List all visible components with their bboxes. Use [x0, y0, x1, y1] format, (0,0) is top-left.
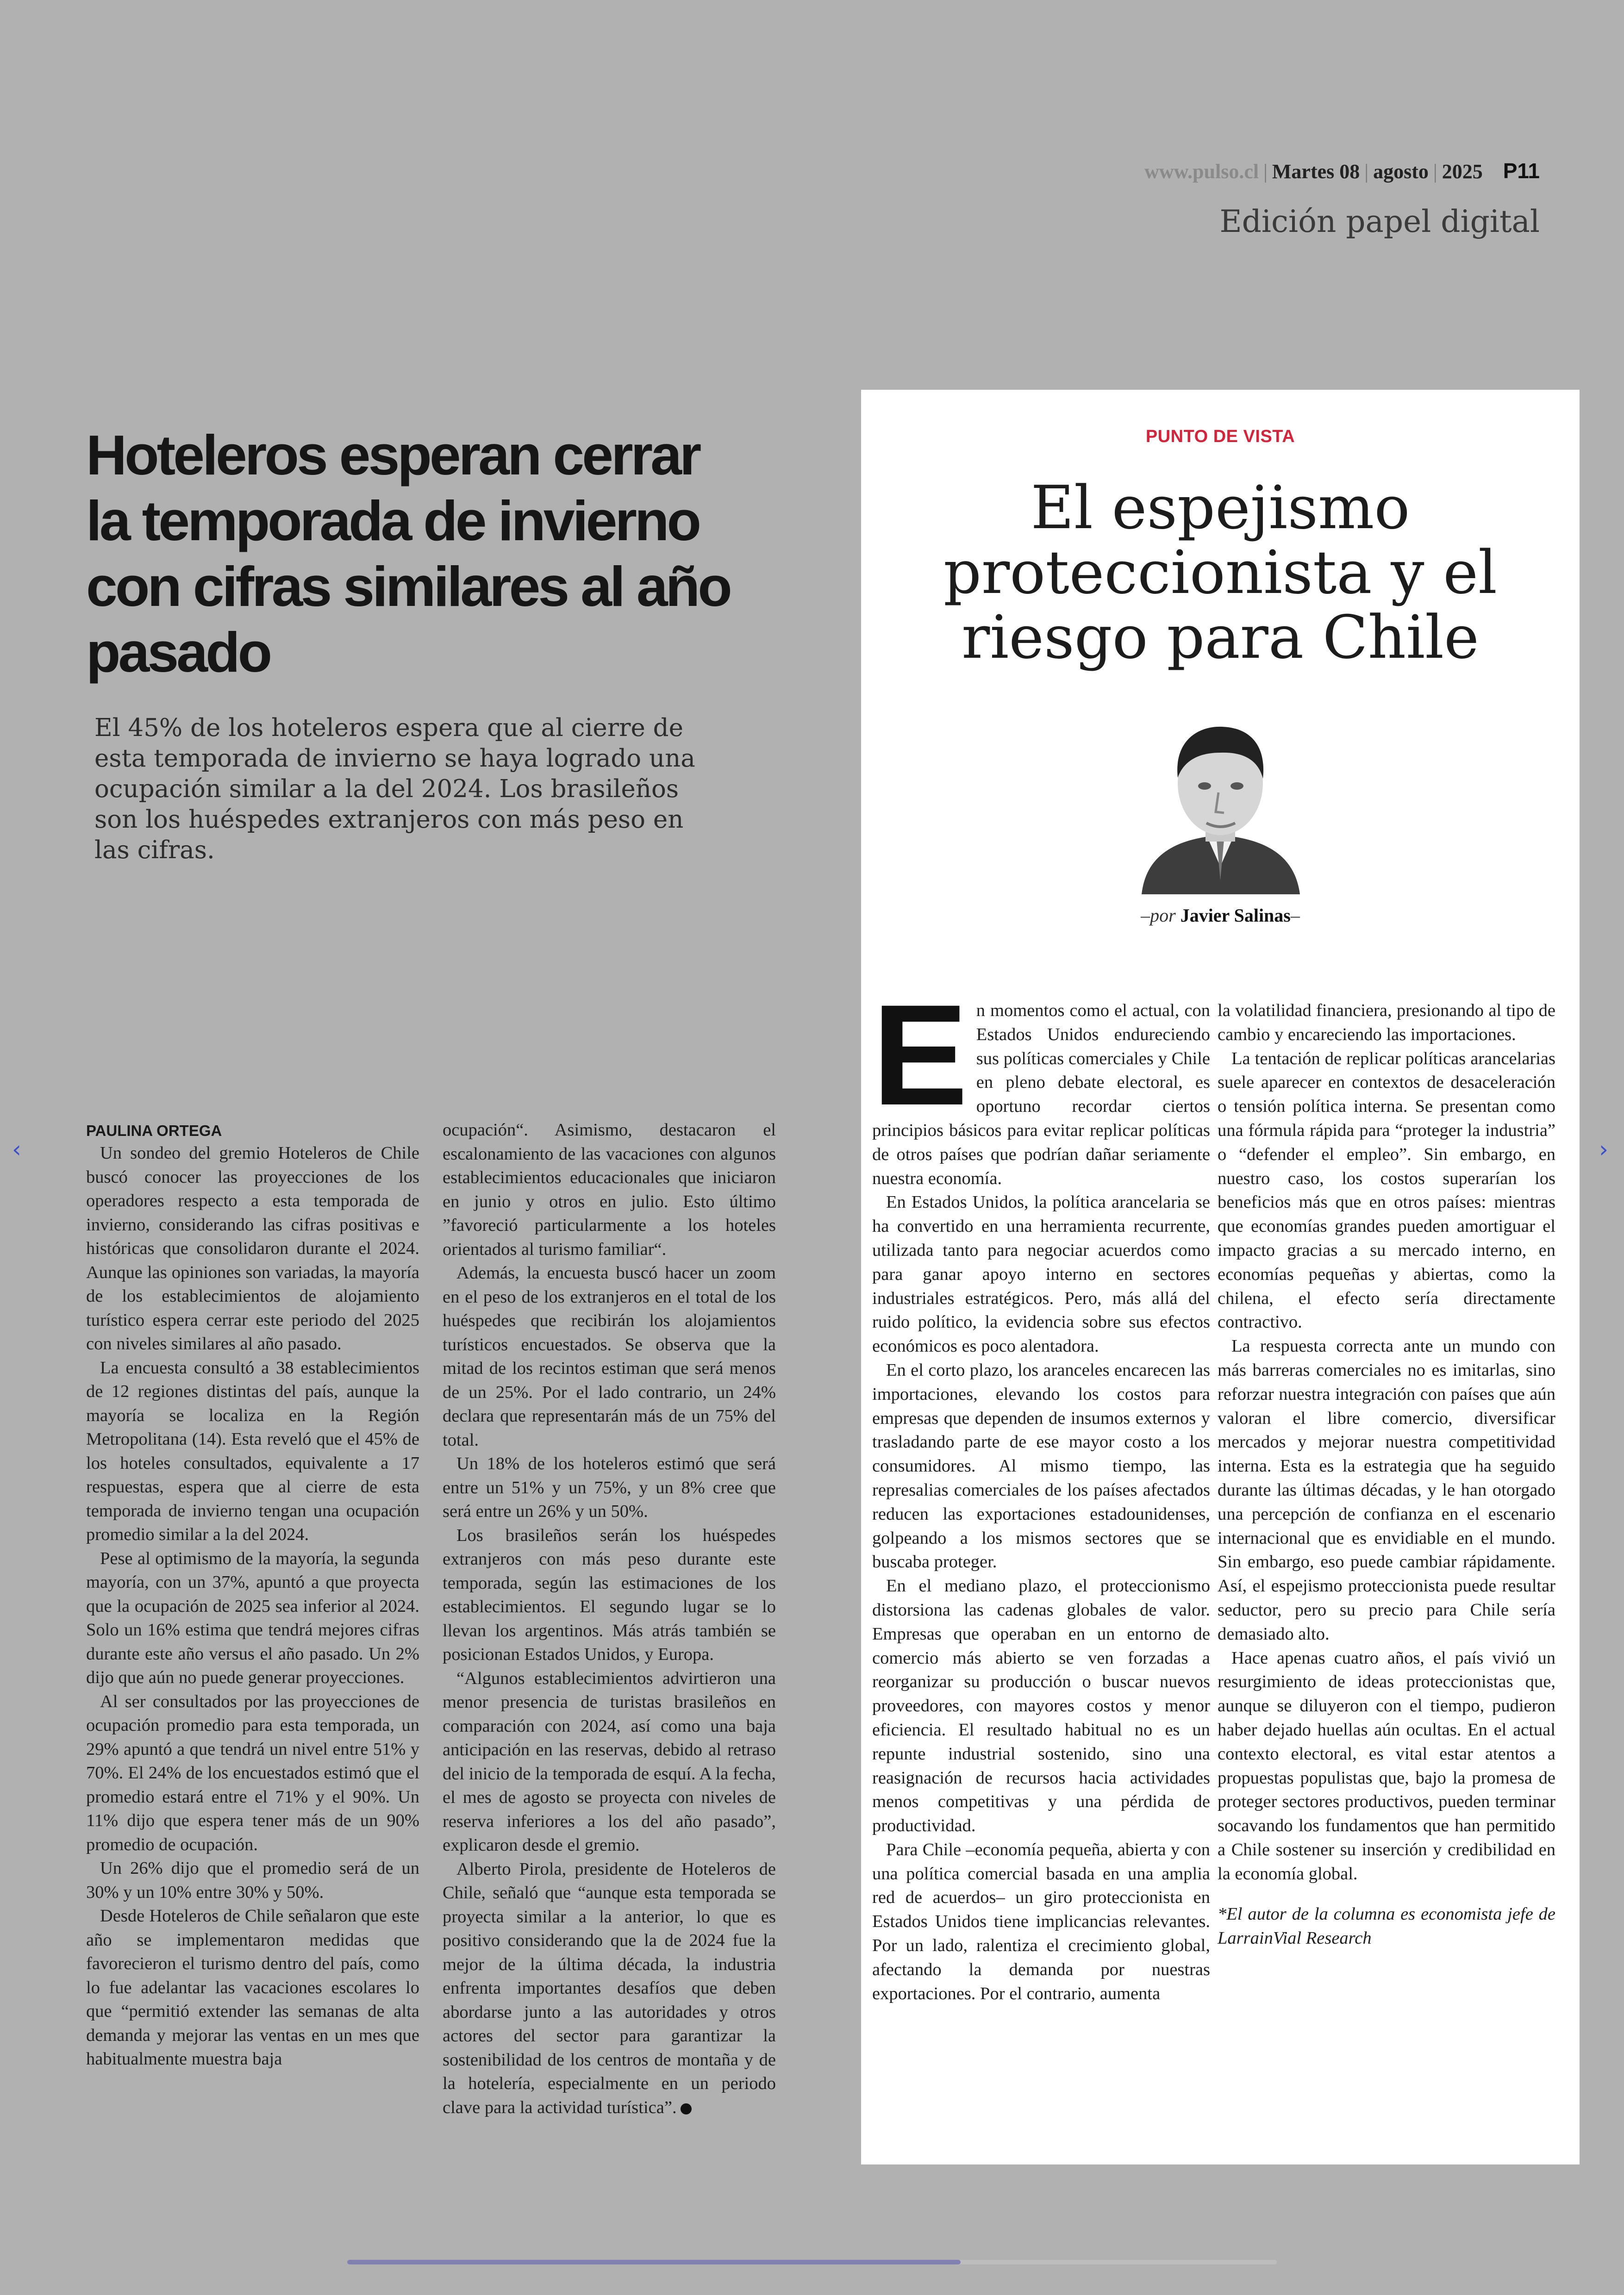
page-progress-fill: [347, 2260, 961, 2264]
author-portrait: [1128, 714, 1313, 894]
paragraph: Un 26% dijo que el promedio será de un 30% y un 10% entre 30% y 50%.: [86, 1858, 419, 1902]
article-byline: PAULINA ORTEGA: [86, 1122, 222, 1139]
author-suffix: –: [1290, 905, 1300, 926]
article-column-2: [443, 1118, 776, 2120]
paragraph: Los brasileños serán los huéspedes extranjeros con más peso durante este temporada, según las estimaciones de los establecimientos. El segundo lugar se lo llevan los argentinos. Más atrás también se posicionan Estados Unidos, y Europa.: [443, 1525, 776, 1664]
author-prefix: –por: [1141, 905, 1176, 926]
paragraph: En el corto plazo, los aranceles encarecen las importaciones, elevando los costos para empresas que dependen de insumos externos y trasladando parte de ese mayor costo a los consumidores. Al mismo tiempo, las represalias comerciales de los países afectados reducen las exportaciones estadounidenses, golpeando a los mismos sectores que se buscaba proteger.: [872, 1360, 1210, 1572]
divider: |: [1364, 160, 1369, 183]
paragraph-first: [872, 974, 1210, 1191]
end-mark-icon: [681, 2103, 692, 2114]
article-lede: El 45% de los hoteleros espera que al cierre de esta temporada de invierno se haya logrado una ocupación similar a la del 2024. Los brasileños son los huéspedes extranjeros con más peso en las cifras.: [94, 714, 695, 864]
page-progress-bar[interactable]: [347, 2260, 1277, 2264]
opinion-title: El espejismo proteccionista y el riesgo para Chile: [943, 474, 1497, 672]
opinion-box: [861, 390, 1580, 2164]
paragraph: Un 18% de los hoteleros estimó que será entre un 51% y un 75%, y un 8% cree que será entre un 26% y un 50%.: [443, 1454, 776, 1521]
drop-cap: E: [872, 974, 968, 1135]
next-page-chevron-icon[interactable]: ›: [1599, 1136, 1608, 1163]
page-number: P11: [1503, 159, 1540, 183]
paragraph: Hace apenas cuatro años, el país vivió un resurgimiento de ideas proteccionistas que, aunque se diluyeron con el tiempo, pudieron haber dejado huellas aún ocultas. En el actual contexto electoral, es vital estar atentos a propuestas populistas que, bajo la promesa de proteger sectores productivos, pueden terminar socavando los fundamentos que han permitido a Chile sostener su inserción y credibilidad en la economía global.: [1218, 1648, 1555, 1883]
paragraph: La encuesta consultó a 38 establecimientos de 12 regiones distintas del país, aunque la mayoría se localiza en la Región Metropolitana (14). Esta reveló que el 45% de los hoteles consultados, equivalente a 17 respuestas, espera que al cierre de esta temporada de invierno tengan una ocupación promedio similar a la del 2024.: [86, 1358, 419, 1544]
paragraph: Un sondeo del gremio Hoteleros de Chile buscó conocer las proyecciones de los operadores respecto a esta temporada de invierno, considerando las cifras positivas e históricas que consolidaron durante el 2024. Aunque las opiniones son variadas, la mayoría de los establecimientos de alojamiento turístico espera cerrar este periodo del 2025 con niveles similares al año pasado.: [86, 1143, 419, 1353]
paragraph: Para Chile –economía pequeña, abierta y con una política comercial basada en una amplia red de acuerdos– un giro proteccionista en Estados Unidos tiene implicancias relevantes. Por un lado, ralentiza el crecimiento global, afectando la demanda por nuestras exportaciones. Por el contrario, aumenta: [872, 1840, 1210, 2003]
paragraph: “Algunos establecimientos advirtieron una menor presencia de turistas brasileños en comparación con 2024, así como una baja anticipación en las reservas, debido al retraso del inicio de la temporada de esquí. A la fecha, el mes de agosto se proyecta con niveles de reserva inferiores a los del año pasado”, explicaron desde el gremio.: [443, 1668, 776, 1855]
article-headline: Hoteleros esperan cerrar la temporada de invierno con cifras similares al año pasado: [86, 424, 730, 684]
opinion-column-1: [872, 974, 1210, 2006]
opinion-kicker: PUNTO DE VISTA: [1145, 427, 1295, 446]
previous-page-chevron-icon[interactable]: ‹: [12, 1136, 21, 1163]
opinion-author: [861, 904, 1580, 926]
paragraph: En Estados Unidos, la política arancelaria se ha convertido en una herramienta recurrente, utilizada tanto para negociar acuerdos como para ganar apoyo interno en sectores industriales estratégicos. Pero, más allá del ruido político, la evidencia sobre sus efectos económicos es poco alentadora.: [872, 1192, 1210, 1356]
edition-label: Edición papel digital: [1219, 204, 1540, 239]
author-note: *El autor de la columna es economista jefe de LarrainVial Research: [1218, 1904, 1555, 1948]
opinion-column-2: [1218, 999, 1555, 1951]
paragraph: La tentación de replicar políticas arancelarias suele aparecer en contextos de desaceleración o tensión política interna. Se presentan como una fórmula rápida para “proteger la industria” o “defender el empleo”. Sin embargo, en nuestro caso, los costos superarían los beneficios más que en otros países: mientras que economías grandes pueden amortiguar el impacto gracias a su mercado interno, en economías pequeñas y abiertas, como la chilena, el efecto sería directamente contractivo.: [1218, 1048, 1555, 1332]
paragraph-last: [443, 1858, 776, 2120]
paragraph: la volatilidad financiera, presionando al tipo de cambio y encareciendo las importaciones.: [1218, 1001, 1555, 1044]
paragraph: La respuesta correcta ante un mundo con más barreras comerciales no es imitarlas, sino reforzar nuestra integración con países que aún valoran el libre comercio, diversificar mercados y mejorar nuestra competitividad interna. Esta es la estrategia que ha seguido durante las últimas décadas, y le han otorgado una percepción de confianza en el escenario internacional que es envidiable en el mundo. Sin embargo, eso puede cambiar rápidamente. Así, el espejismo proteccionista puede resultar seductor, pero su precio para Chile sería demasiado alto.: [1218, 1336, 1555, 1644]
issue-year: 2025: [1442, 160, 1483, 183]
masthead: [1144, 158, 1540, 183]
paragraph-text: Alberto Pirola, presidente de Hoteleros de Chile, señaló que “aunque esta temporada se proyecta similar a la anterior, lo que es positivo considerando que la de 2024 fue la mejor de la última década, la industria enfrenta importantes desafíos que deben abordarse junto a las autoridades y otros actores del sector para garantizar la sostenibilidad de los centros de montaña y de la hotelería, especialmente en un periodo clave para la actividad turística”.: [443, 1859, 776, 2117]
paragraph: En el mediano plazo, el proteccionismo distorsiona las cadenas globales de valor. Empresas que operaban en un entorno de comercio más abierto se ven forzadas a reorganizar su producción o buscar nuevos proveedores, con mayores costos y menor eficiencia. El resultado habitual no es un repunte industrial sostenido, sino una reasignación de recursos hacia actividades menos competitivas y una pérdida de productividad.: [872, 1576, 1210, 1836]
paragraph: Además, la encuesta buscó hacer un zoom en el peso de los extranjeros en el total de los huéspedes que recibirán los alojamientos turísticos encuestados. Se observa que la mitad de los recintos estiman que será menos de un 25%. Por el lado contrario, un 24% declara que representarán más de un 75% del total.: [443, 1263, 776, 1450]
issue-day: Martes 08: [1272, 160, 1360, 183]
paragraph: Pese al optimismo de la mayoría, la segunda mayoría, con un 37%, apuntó a que proyecta que la ocupación de 2025 sea inferior al 2024. Solo un 16% estima que tendrá mejores cifras durante este año versus el año pasado. Un 2% dijo que aún no puede generar proyecciones.: [86, 1548, 419, 1687]
paragraph: ocupación“. Asimismo, destacaron el escalonamiento de las vacaciones con algunos establecimientos educacionales que iniciaron en junio y otros en julio. Esto último ”favoreció particularmente a los hoteles orientados al turismo familiar“.: [443, 1120, 776, 1259]
divider: |: [1433, 160, 1437, 183]
paragraph: Al ser consultados por las proyecciones de ocupación promedio para esta temporada, un 29% apuntó a que tendrá un nivel entre 51% y 70%. El 24% de los encuestados estimó que el promedio estará entre el 71% y el 90%. Un 11% dijo que espera tener más de un 90% promedio de ocupación.: [86, 1691, 419, 1854]
article-column-1: [86, 1141, 419, 2071]
divider: |: [1263, 160, 1268, 183]
author-name: Javier Salinas: [1180, 905, 1291, 926]
site-url[interactable]: www.pulso.cl: [1144, 160, 1259, 183]
paragraph-text: n momentos como el actual, con Estados Unidos endureciendo sus políticas comerciales y Chile en pleno debate electoral, es oportuno recordar ciertos principios básicos para evitar replicar políticas de otros países que podrían dañar seriamente nuestra economía.: [872, 1001, 1210, 1188]
issue-month: agosto: [1373, 160, 1429, 183]
paragraph: Desde Hoteleros de Chile señalaron que este año se implementaron medidas que favorecieron el turismo dentro del país, como lo fue adelantar las vacaciones escolares lo que “permitió extender las semanas de alta demanda y mejorar las ventas en un mes que habitualmente muestra baja: [86, 1906, 419, 2069]
